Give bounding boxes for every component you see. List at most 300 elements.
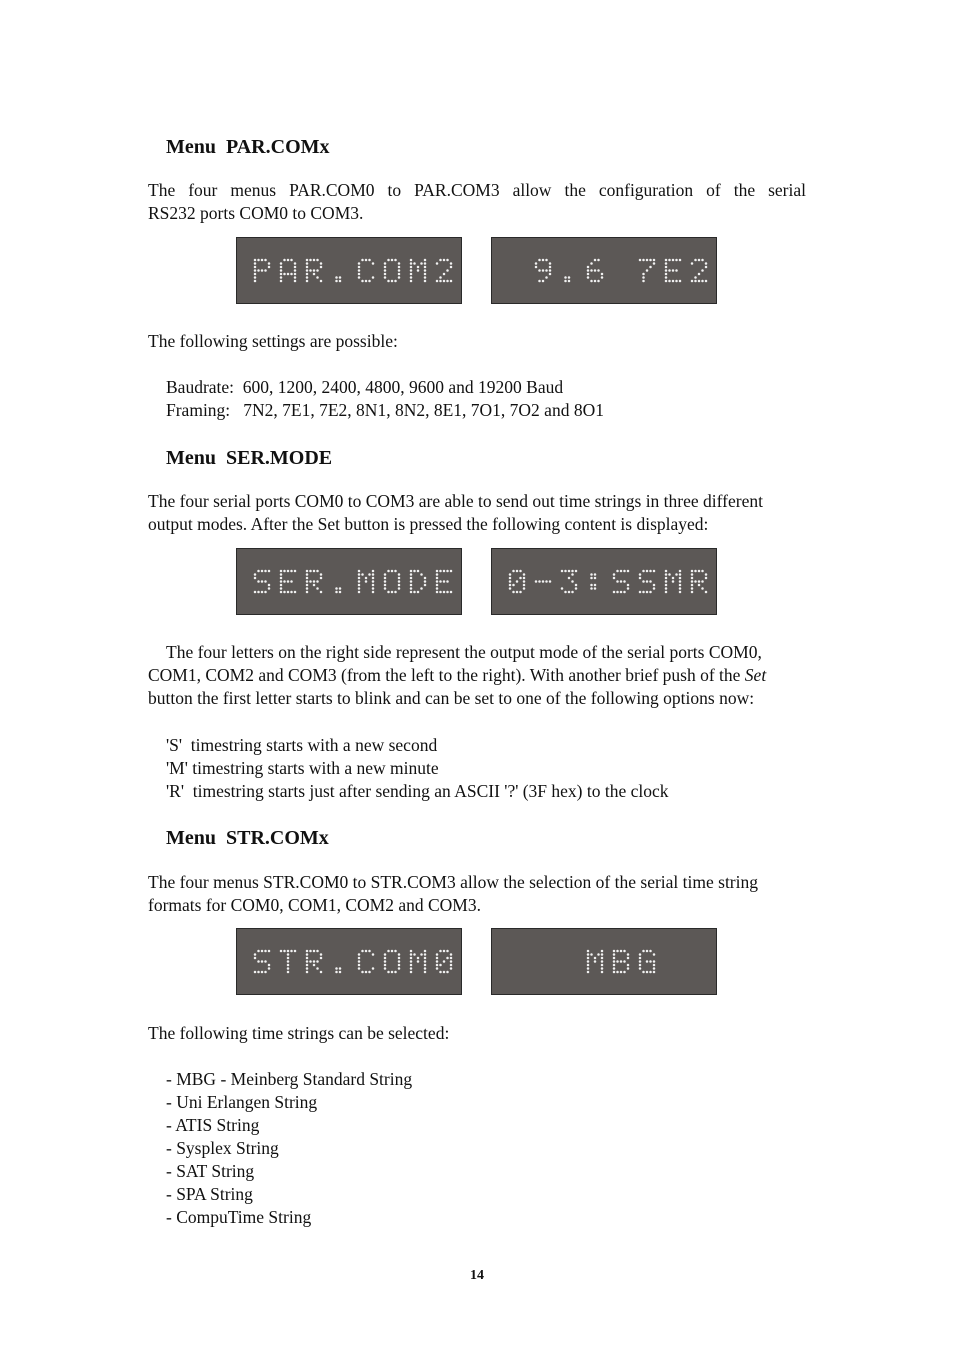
lcd-display-str-value <box>491 928 717 995</box>
lcd-dot <box>264 950 267 953</box>
lcd-dot <box>590 584 593 587</box>
lcd-dot <box>410 587 413 590</box>
lcd-dot <box>294 276 297 279</box>
par-comx-intro <box>148 179 806 225</box>
lcd-dot <box>627 967 630 970</box>
lcd-dot <box>665 580 668 583</box>
lcd-dot <box>398 964 401 967</box>
lcd-dot <box>261 580 264 583</box>
lcd-dot <box>410 262 413 265</box>
lcd-dot <box>316 950 319 953</box>
lcd-dot <box>268 967 271 970</box>
lcd-dot <box>701 580 704 583</box>
lcd-dot <box>254 262 257 265</box>
lcd-dot <box>613 957 616 960</box>
lcd-dot <box>698 570 701 573</box>
lcd-dot <box>264 591 267 594</box>
ser-mode-options-list <box>166 734 669 803</box>
lcd-dot <box>313 269 316 272</box>
lcd-dot <box>613 964 616 967</box>
lcd-dot <box>361 259 364 262</box>
lcd-dot <box>620 960 623 963</box>
lcd-dot <box>417 266 420 269</box>
lcd-dot <box>601 971 604 974</box>
lcd-dot <box>627 584 630 587</box>
lcd-dot <box>384 273 387 276</box>
lcd-dot <box>575 584 578 587</box>
lcd-dot <box>398 580 401 583</box>
lcd-dot <box>568 280 571 283</box>
lcd-dot <box>587 964 590 967</box>
lcd-dot <box>320 262 323 265</box>
lcd-dot <box>436 580 439 583</box>
lcd-dot <box>394 950 397 953</box>
lcd-dot <box>587 957 590 960</box>
lcd-dot <box>616 960 619 963</box>
lcd-dot <box>627 570 630 573</box>
lcd-dot <box>665 266 668 269</box>
lcd-dot <box>257 960 260 963</box>
lcd-dot <box>653 259 656 262</box>
lcd-dot <box>398 573 401 576</box>
lcd-dot <box>542 259 545 262</box>
string-uni-erlangen: - Uni Erlangen String <box>166 1092 318 1112</box>
lcd-dot <box>679 584 682 587</box>
lcd-dot <box>313 584 316 587</box>
lcd-dot <box>394 280 397 283</box>
lcd-dot <box>294 280 297 283</box>
lcd-dot <box>450 280 453 283</box>
lcd-dot <box>410 273 413 276</box>
lcd-dot <box>509 580 512 583</box>
lcd-dot <box>358 960 361 963</box>
lcd-dot <box>446 259 449 262</box>
lcd-dot <box>417 957 420 960</box>
heading-str-comx: Menu STR.COMx <box>166 827 329 849</box>
lcd-dot <box>316 580 319 583</box>
lcd-dot <box>590 573 593 576</box>
lcd-dot <box>653 570 656 573</box>
lcd-dot <box>306 276 309 279</box>
lcd-dot <box>384 262 387 265</box>
lcd-dot <box>391 591 394 594</box>
lcd-dot <box>509 587 512 590</box>
lcd-dot <box>410 967 413 970</box>
lcd-dot <box>620 580 623 583</box>
lcd-dot <box>439 276 442 279</box>
lcd-dot <box>698 584 701 587</box>
lcd-dot <box>436 577 439 580</box>
lcd-dot <box>616 580 619 583</box>
lcd-dot <box>616 950 619 953</box>
lcd-dot <box>261 591 264 594</box>
lcd-dot <box>372 584 375 587</box>
lcd-dot <box>701 570 704 573</box>
lcd-dot <box>410 584 413 587</box>
lcd-dot <box>424 259 427 262</box>
lcd-dot <box>398 577 401 580</box>
lcd-dot <box>665 269 668 272</box>
lcd-dot <box>646 971 649 974</box>
lcd-dot <box>691 570 694 573</box>
lcd-dot <box>642 591 645 594</box>
lcd-dot <box>564 280 567 283</box>
lcd-dot <box>694 570 697 573</box>
lcd-dot <box>398 262 401 265</box>
lcd-dot <box>620 950 623 953</box>
lcd-dot <box>254 269 257 272</box>
lcd-dot <box>649 950 652 953</box>
lcd-dot <box>701 269 704 272</box>
lcd-dot <box>627 964 630 967</box>
lcd-dot <box>316 967 319 970</box>
lcd-dot <box>358 591 361 594</box>
option-r: 'R' timestring starts just after sending an ASCII '?' (3F hex) to the clock <box>166 781 669 801</box>
lcd-dot <box>639 960 642 963</box>
lcd-dot <box>294 950 297 953</box>
lcd-dot <box>665 577 668 580</box>
lcd-dot <box>519 570 522 573</box>
lcd-dot <box>446 570 449 573</box>
lcd-dot <box>649 580 652 583</box>
lcd-dot <box>571 570 574 573</box>
lcd-dot <box>675 259 678 262</box>
desc-line2-text: COM1, COM2 and COM3 (from the left to the right). With another brief push of the <box>148 665 741 685</box>
lcd-dot <box>283 570 286 573</box>
lcd-dot <box>439 950 442 953</box>
lcd-dot <box>424 276 427 279</box>
lcd-dot <box>587 967 590 970</box>
lcd-dot <box>358 262 361 265</box>
lcd-dot-matrix-text <box>237 549 461 614</box>
lcd-dot <box>698 259 701 262</box>
lcd-dot <box>361 280 364 283</box>
lcd-dot <box>391 971 394 974</box>
lcd-dot <box>601 964 604 967</box>
lcd-dot <box>623 570 626 573</box>
lcd-dot <box>261 960 264 963</box>
lcd-dot <box>512 591 515 594</box>
lcd-dot <box>594 587 597 590</box>
lcd-dot <box>516 591 519 594</box>
lcd-dot <box>372 276 375 279</box>
lcd-dot <box>294 591 297 594</box>
lcd-dot <box>339 967 342 970</box>
lcd-dot <box>549 266 552 269</box>
lcd-dot <box>571 580 574 583</box>
lcd-dot <box>424 964 427 967</box>
lcd-dot <box>254 971 257 974</box>
lcd-dot <box>287 950 290 953</box>
lcd-dot <box>568 591 571 594</box>
lcd-dot <box>313 960 316 963</box>
lcd-dot <box>410 276 413 279</box>
lcd-dot <box>642 259 645 262</box>
string-computime: - CompuTime String <box>166 1207 312 1227</box>
str-comx-intro-line1: The four menus STR.COM0 to STR.COM3 allow the selection of the serial time string <box>148 872 758 892</box>
lcd-dot <box>701 280 704 283</box>
heading-par-comx: Menu PAR.COMx <box>166 136 330 158</box>
lcd-dot <box>698 280 701 283</box>
lcd-dot <box>443 580 446 583</box>
lcd-dot <box>601 273 604 276</box>
lcd-dot <box>280 587 283 590</box>
settings-baudrate: Baudrate: 600, 1200, 2400, 4800, 9600 and 19200 Baud <box>166 377 564 397</box>
lcd-dot <box>653 967 656 970</box>
ser-mode-intro-line2: output modes. After the Set button is pressed the following content is displayed: <box>148 514 709 534</box>
lcd-dot <box>358 584 361 587</box>
lcd-dot <box>623 580 626 583</box>
lcd-dot <box>268 266 271 269</box>
lcd-dot <box>410 580 413 583</box>
lcd-dot <box>665 584 668 587</box>
lcd-dot <box>268 964 271 967</box>
lcd-dot <box>439 971 442 974</box>
lcd-dot <box>261 259 264 262</box>
lcd-dot <box>264 580 267 583</box>
lcd-dot <box>316 570 319 573</box>
lcd-dot <box>653 971 656 974</box>
lcd-dot <box>335 280 338 283</box>
ser-mode-intro-line1: The four serial ports COM0 to COM3 are able to send out time strings in three different <box>148 491 763 511</box>
string-mbg: - MBG - Meinberg Standard String <box>166 1069 413 1089</box>
lcd-dot <box>623 950 626 953</box>
par-comx-intro-line1: The four menus PAR.COM0 to PAR.COM3 allow the configuration of the serial <box>148 180 806 200</box>
lcd-dot <box>509 577 512 580</box>
lcd-dot <box>436 960 439 963</box>
lcd-dot <box>450 960 453 963</box>
lcd-dot <box>613 950 616 953</box>
lcd-dot <box>306 950 309 953</box>
lcd-dot <box>705 262 708 265</box>
lcd-dot <box>413 262 416 265</box>
ser-mode-desc-line3: button the first letter starts to blink and can be set to one of the following options now: <box>148 688 755 708</box>
ser-mode-desc-line2 <box>148 664 806 687</box>
lcd-dot <box>257 950 260 953</box>
lcd-dot <box>398 266 401 269</box>
lcd-dot <box>261 570 264 573</box>
strings-intro-text: The following time strings can be selected: <box>148 1023 450 1043</box>
lcd-dot <box>439 280 442 283</box>
lcd-dot <box>290 273 293 276</box>
lcd-dot <box>294 262 297 265</box>
lcd-dot <box>549 269 552 272</box>
lcd-dot <box>443 570 446 573</box>
lcd-dot <box>424 580 427 583</box>
lcd-dot <box>372 587 375 590</box>
lcd-dot <box>665 570 668 573</box>
lcd-dot <box>545 259 548 262</box>
lcd-dot <box>410 577 413 580</box>
lcd-dot <box>601 967 604 970</box>
lcd-dot <box>313 950 316 953</box>
lcd-dot <box>436 280 439 283</box>
lcd-dot <box>594 573 597 576</box>
lcd-dot <box>372 577 375 580</box>
lcd-dot <box>523 577 526 580</box>
lcd-dot <box>287 957 290 960</box>
lcd-dot <box>523 573 526 576</box>
lcd-dot <box>594 269 597 272</box>
lcd-dot <box>372 580 375 583</box>
lcd-dot <box>368 259 371 262</box>
lcd-dot <box>542 280 545 283</box>
lcd-dot <box>679 280 682 283</box>
lcd-dot <box>639 259 642 262</box>
lcd-dot <box>280 577 283 580</box>
lcd-dot <box>587 266 590 269</box>
lcd-dot <box>587 960 590 963</box>
lcd-dot <box>320 577 323 580</box>
lcd-dot <box>597 259 600 262</box>
lcd-dot <box>613 577 616 580</box>
lcd-dot <box>587 273 590 276</box>
lcd-dot <box>365 580 368 583</box>
lcd-dot <box>290 580 293 583</box>
lcd-dot <box>571 573 574 576</box>
lcd-dot <box>410 269 413 272</box>
lcd-dot <box>665 591 668 594</box>
lcd-dot <box>523 580 526 583</box>
lcd-dot <box>417 960 420 963</box>
lcd-dot <box>672 259 675 262</box>
lcd-dot <box>679 573 682 576</box>
lcd-dot <box>587 971 590 974</box>
lcd-dot <box>516 570 519 573</box>
lcd-dot <box>384 266 387 269</box>
lcd-dot <box>398 587 401 590</box>
lcd-dot <box>545 580 548 583</box>
lcd-dot <box>538 580 541 583</box>
lcd-dot <box>306 573 309 576</box>
lcd-dot <box>549 262 552 265</box>
heading-ser-mode: Menu SER.MODE <box>166 447 333 469</box>
lcd-dot <box>306 259 309 262</box>
lcd-dot <box>665 259 668 262</box>
lcd-dot-matrix-text <box>492 929 716 994</box>
lcd-dot <box>384 584 387 587</box>
lcd-dot <box>675 280 678 283</box>
lcd-dot <box>280 580 283 583</box>
lcd-dot <box>623 971 626 974</box>
lcd-dot <box>287 960 290 963</box>
lcd-dot <box>410 964 413 967</box>
lcd-dot <box>365 280 368 283</box>
lcd-dot <box>439 964 442 967</box>
lcd-dot <box>283 580 286 583</box>
lcd-dot <box>679 587 682 590</box>
lcd-dot <box>538 269 541 272</box>
string-sysplex: - Sysplex String <box>166 1138 279 1158</box>
lcd-dot <box>358 967 361 970</box>
lcd-dot <box>280 266 283 269</box>
lcd-dot <box>339 971 342 974</box>
lcd-dot <box>649 570 652 573</box>
lcd-dot <box>410 957 413 960</box>
lcd-dot <box>450 957 453 960</box>
lcd-dot <box>616 971 619 974</box>
lcd-dot <box>450 570 453 573</box>
lcd-dot <box>313 964 316 967</box>
lcd-dot <box>335 591 338 594</box>
lcd-dot <box>287 580 290 583</box>
lcd-dot <box>384 577 387 580</box>
lcd-dot <box>439 580 442 583</box>
lcd-dot <box>394 570 397 573</box>
lcd-dot <box>587 953 590 956</box>
lcd-dot <box>398 273 401 276</box>
lcd-dot <box>568 577 571 580</box>
lcd-dot <box>372 573 375 576</box>
lcd-dot <box>410 960 413 963</box>
lcd-dot <box>358 573 361 576</box>
lcd-dot <box>691 584 694 587</box>
lcd-dot <box>424 584 427 587</box>
lcd-dot <box>549 273 552 276</box>
lcd-dot <box>316 276 319 279</box>
lcd-dot <box>623 960 626 963</box>
lcd-dot <box>705 573 708 576</box>
lcd-dot <box>653 262 656 265</box>
lcd-dot <box>384 960 387 963</box>
lcd-dot <box>646 591 649 594</box>
lcd-dot <box>410 266 413 269</box>
lcd-dot <box>649 971 652 974</box>
lcd-dot <box>590 269 593 272</box>
lcd-dot <box>691 591 694 594</box>
lcd-dot <box>306 971 309 974</box>
lcd-dot <box>424 957 427 960</box>
lcd-dot <box>436 570 439 573</box>
lcd-dot <box>516 580 519 583</box>
lcd-dot <box>361 971 364 974</box>
lcd-dot <box>613 960 616 963</box>
lcd-dot <box>306 269 309 272</box>
lcd-dot <box>642 280 645 283</box>
lcd-dot <box>601 960 604 963</box>
lcd-dot <box>424 280 427 283</box>
lcd-dot <box>384 573 387 576</box>
lcd-dot <box>410 971 413 974</box>
lcd-dot <box>705 266 708 269</box>
lcd-dot <box>646 580 649 583</box>
lcd-dot <box>594 280 597 283</box>
lcd-dot <box>691 577 694 580</box>
lcd-dot <box>264 570 267 573</box>
lcd-dot <box>424 269 427 272</box>
lcd-dot-matrix-text <box>237 238 461 303</box>
lcd-dot <box>280 269 283 272</box>
lcd-dot <box>368 971 371 974</box>
lcd-dot <box>649 960 652 963</box>
lcd-dot <box>358 577 361 580</box>
lcd-dot <box>384 967 387 970</box>
lcd-dot <box>287 570 290 573</box>
lcd-dot <box>450 967 453 970</box>
lcd-dot <box>410 953 413 956</box>
lcd-dot <box>372 967 375 970</box>
lcd-dot <box>601 957 604 960</box>
lcd-dot <box>257 259 260 262</box>
lcd-dot <box>368 280 371 283</box>
lcd-dot <box>254 573 257 576</box>
lcd-dot <box>316 960 319 963</box>
lcd-dot <box>675 269 678 272</box>
lcd-dot <box>294 269 297 272</box>
lcd-dot <box>254 591 257 594</box>
lcd-dot <box>368 950 371 953</box>
lcd-dot <box>590 953 593 956</box>
